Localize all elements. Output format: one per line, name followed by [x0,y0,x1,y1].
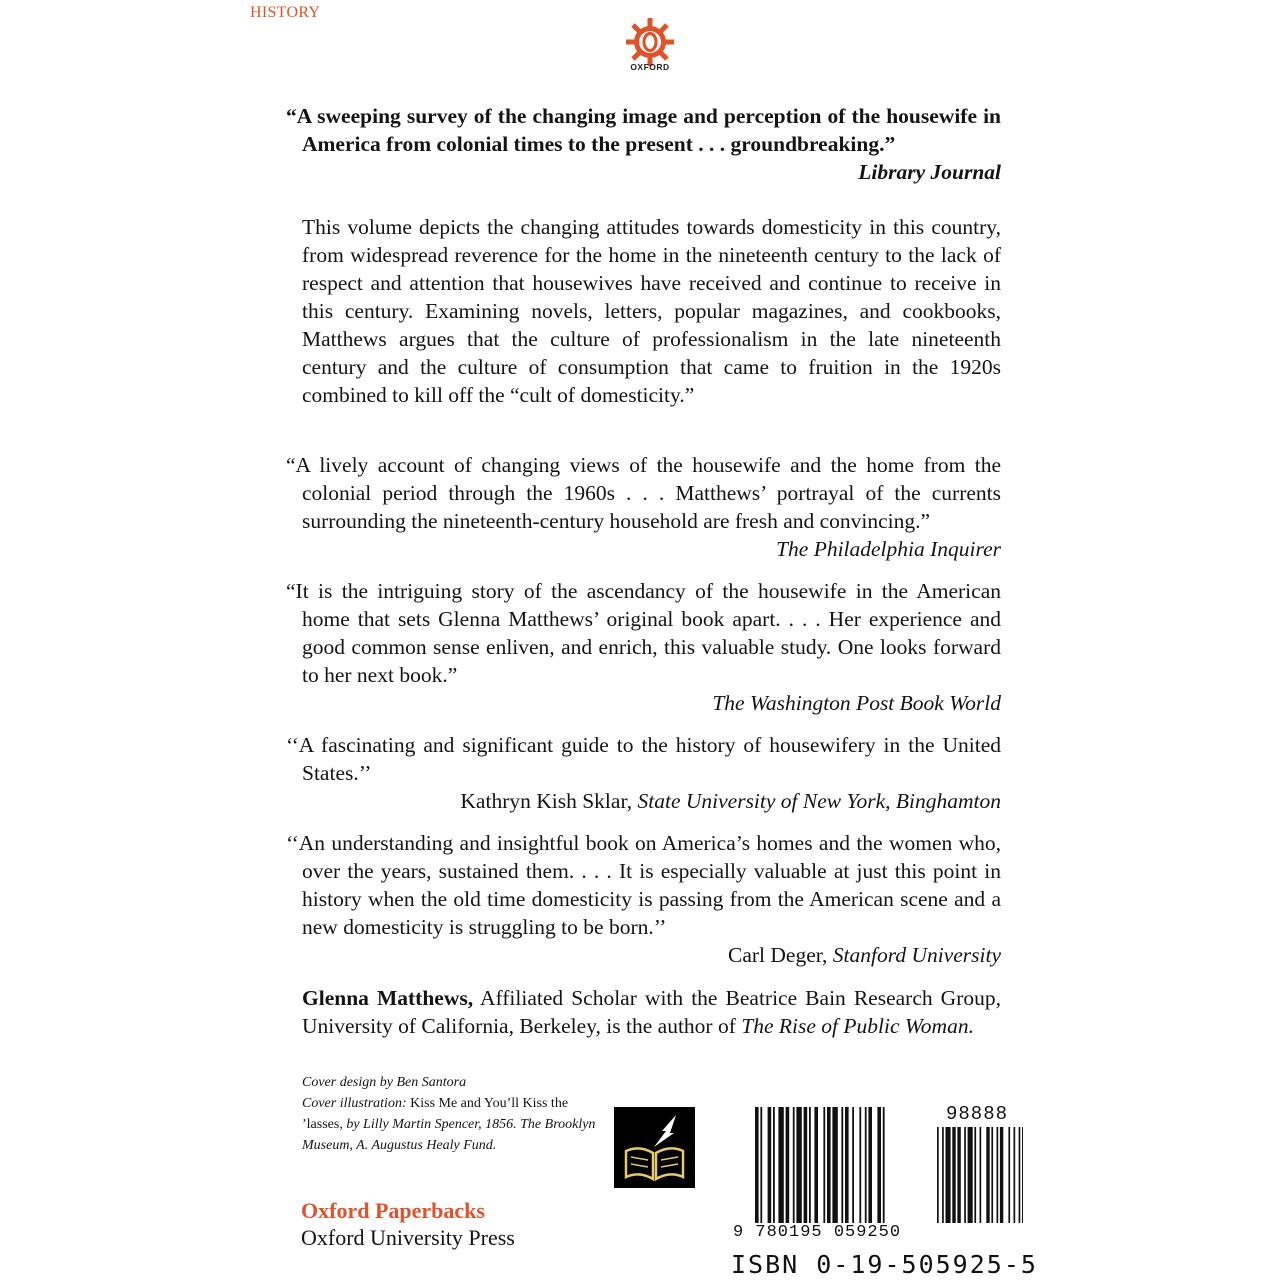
barcode-bar [997,1127,999,1223]
barcode-bar [760,1107,762,1223]
barcode-bar [845,1107,849,1223]
barcode-bar [852,1107,854,1223]
review-sklar [286,731,1001,815]
barcode-bar [1000,1127,1003,1223]
review-washington-post [286,577,1001,717]
barcode-bar [786,1107,790,1223]
barcode-bar [814,1107,818,1223]
lead-quote-source: Library Journal [858,160,1001,184]
barcode-bar [832,1107,837,1223]
description-text: This volume depicts the changing attitudes towards domesticity in this country, from widespread reverence for the home in the nineteenth century to the lack of respect and attention that housewives have received and continue to receive in this century. Examining novels, letters, popular magazines, and cookbooks, Matthews argues that the culture of professionalism in the late nineteenth century and the culture of consumption that came to fruition in the 1920s combined to kill off the “cult of domesticity.” [302,215,1001,407]
barcode-bar [865,1107,867,1223]
barcode-bar [1019,1127,1021,1223]
barcode-bar [755,1107,759,1223]
review-source: The Washington Post Book World [712,691,1001,715]
review-source [286,941,1001,969]
barcode-bar [942,1127,944,1223]
review-text: “It is the intriguing story of the ascendancy of the housewife in the American home that sets Glenna Matthews’ original book apart. . . . Her experience and good common sense enliven, and enrich, this valuable study. One looks forward to her next book.” [286,579,1001,687]
barcode-bar [1008,1127,1010,1223]
barcode-number: 9 780195 059250 [733,1223,902,1242]
review-source [286,787,1001,815]
barcode-bar [877,1107,881,1223]
barcode-bar [957,1127,960,1223]
barcode-bar [1022,1127,1023,1223]
barcode-bar [768,1107,772,1223]
barcode-bar [1014,1127,1016,1223]
barcode-bar [823,1107,825,1223]
barcode-bar [868,1107,872,1223]
review-source-affiliation: Stanford University [832,943,1001,967]
author-name: Glenna Matthews, [302,986,474,1010]
description [286,213,1001,409]
cover-illustration-credit: by Lilly Martin Spencer, 1856. The Brooklyn Museum, A. Augustus Healy Fund. [302,1117,596,1153]
publisher-logo-text: OXFORD [630,62,670,72]
barcode-bar [974,1127,976,1223]
barcode-bar [804,1107,808,1223]
category-label: HISTORY [250,4,321,21]
review-source-name: Carl Deger, [727,943,828,967]
review-text: ‘‘A fascinating and significant guide to the history of housewifery in the United States.’’ [286,733,1001,785]
open-book-lightning-icon [614,1107,695,1188]
review-text: ‘‘An understanding and insightful book on America’s homes and the women who, over the years, sustained them. . . . It is especially valuable at just this point in history when the old time domesticity is passing from the American scene and a new domesticity is struggling to be born.’’ [286,831,1001,939]
barcode-price-code: 98888 [946,1103,1009,1125]
barcode-bar [952,1127,955,1223]
lead-quote [286,102,1001,186]
isbn: ISBN 0-19-505925-5 [731,1250,1038,1279]
review-source: The Philadelphia Inquirer [776,537,1001,561]
publisher-name: Oxford University Press [301,1225,515,1250]
barcode-bar [793,1107,795,1223]
barcode-bar [883,1107,885,1223]
cover-credits [302,1072,602,1156]
barcode-bar [827,1107,831,1223]
author-bio [286,984,1001,1040]
barcode-bar [968,1127,973,1223]
cover-design-credit: Cover design by Ben Santora [302,1075,467,1090]
barcode-bar [937,1127,939,1223]
barcode-bar [946,1127,951,1223]
cover-illustration-label: Cover illustration: [302,1096,407,1111]
cover-illustration-title: Kiss Me and You’ll Kiss the ’lasses, [302,1096,569,1132]
lead-quote-text: “A sweeping survey of the changing image and perception of the housewife in America from colonial times to the present . . . groundbreaking.” [286,104,1001,156]
review-philadelphia [286,451,1001,563]
barcode-bar [778,1107,783,1223]
barcode-bar [980,1127,982,1223]
barcode-bar [809,1107,811,1223]
author-bio-text: Glenna Matthews, Affiliated Scholar with the Beatrice Bain Research Group, University of California, Berkeley, is the author of The Rise of Public Woman. [302,986,1001,1038]
review-source-name: Kathryn Kish Sklar, [460,789,633,813]
barcode-bar [841,1107,843,1223]
barcode-bar [964,1127,966,1223]
review-source-affiliation: State University of New York, Binghamton [637,789,1001,813]
barcode-bar [986,1127,989,1223]
review-deger [286,829,1001,969]
author-book-title: The Rise of Public Woman. [741,1014,974,1038]
series-name: Oxford Paperbacks [301,1198,485,1223]
review-text: “A lively account of changing views of the housewife and the home from the colonial period through the 1960s . . . Matthews’ portrayal of the currents surrounding the nineteenth-century household are fresh and convincing.” [286,453,1001,533]
barcode-bar [796,1107,801,1223]
barcode-bar [991,1127,993,1223]
barcode-bar [773,1107,775,1223]
barcode-bar [859,1107,861,1223]
